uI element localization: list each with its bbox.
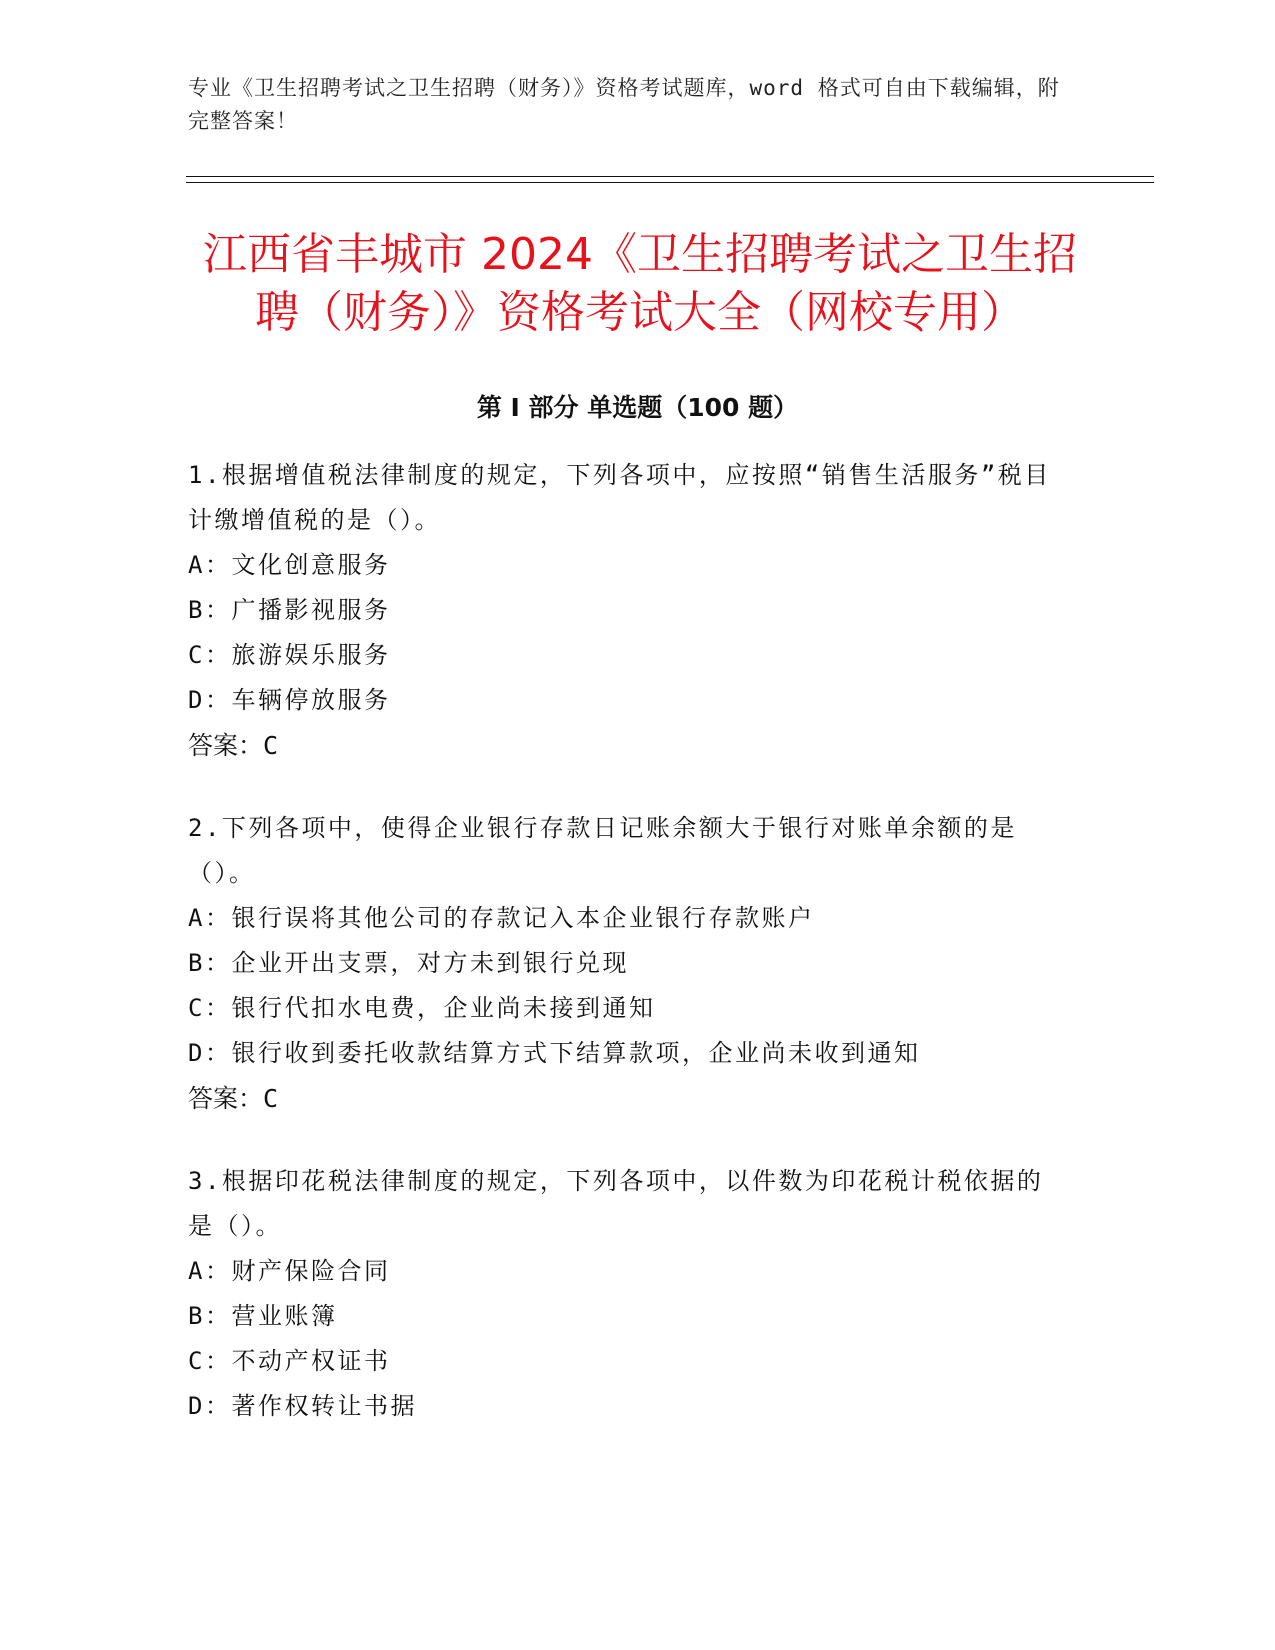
header-note: 专业《卫生招聘考试之卫生招聘（财务）》资格考试题库，word 格式可自由下载编辑，附完整答案！	[188, 76, 1060, 133]
header-divider-top	[186, 176, 1154, 177]
question-stem: 1.根据增值税法律制度的规定，下列各项中，应按照“销售生活服务”税目计缴增值税的是（）。	[188, 461, 1051, 534]
question-stem: 3.根据印花税法律制度的规定，下列各项中，以件数为印花税计税依据的是（）。	[188, 1167, 1044, 1240]
option-b: B：营业账簿	[188, 1302, 338, 1330]
document-title: 江西省丰城市 2024《卫生招聘考试之卫生招聘（财务）》资格考试大全（网校专用）	[203, 229, 1077, 338]
option-d: D：银行收到委托收款结算方式下结算款项，企业尚未收到通知	[188, 1039, 921, 1067]
section-title: 第 I 部分 单选题（100 题）	[476, 393, 799, 422]
answer-value: C	[263, 731, 279, 760]
question-1	[188, 453, 1068, 768]
question-2	[188, 806, 1068, 1121]
option-d: D：车辆停放服务	[188, 686, 391, 714]
answer-value: C	[263, 1084, 279, 1113]
option-a: A：文化创意服务	[188, 551, 391, 579]
option-a: A：银行误将其他公司的存款记入本企业银行存款账户	[188, 904, 815, 932]
question-stem: 2.下列各项中，使得企业银行存款日记账余额大于银行对账单余额的是（）。	[188, 814, 1017, 887]
option-c: C：不动产权证书	[188, 1347, 391, 1375]
option-c: C：银行代扣水电费，企业尚未接到通知	[188, 994, 656, 1022]
option-b: B：广播影视服务	[188, 596, 391, 624]
answer-line	[188, 723, 1068, 768]
answer-label: 答案：	[188, 731, 264, 760]
question-3	[188, 1159, 1068, 1429]
option-b: B：企业开出支票，对方未到银行兑现	[188, 949, 629, 977]
option-a: A：财产保险合同	[188, 1257, 391, 1285]
option-d: D：著作权转让书据	[188, 1392, 417, 1420]
answer-line	[188, 1076, 1068, 1121]
option-c: C：旅游娱乐服务	[188, 641, 391, 669]
header-divider-bottom	[186, 182, 1154, 183]
answer-label: 答案：	[188, 1084, 264, 1113]
